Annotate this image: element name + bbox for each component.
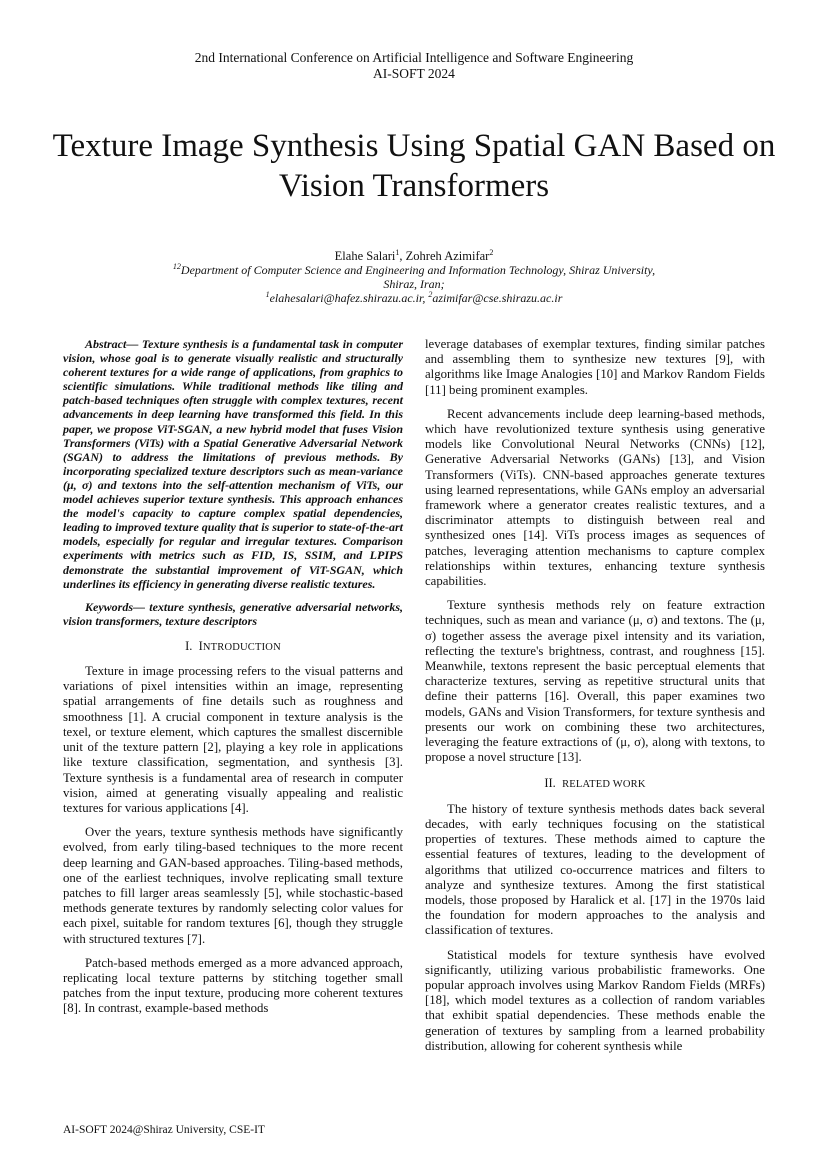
affiliation-line — [0, 263, 828, 277]
author-name: Zohreh Azimifar — [405, 249, 490, 263]
author-email: azimifar@cse.shirazu.ac.ir — [432, 291, 563, 305]
author-email: elahesalari@hafez.shirazu.ac.ir — [269, 291, 423, 305]
author-emails — [0, 291, 828, 305]
section-numeral: II. — [544, 776, 556, 791]
section-heading-initial: I — [198, 638, 203, 653]
paragraph: Statistical models for texture synthesis have evolved significantly, utilizing various probabilistic frameworks. One popular approach involves using Markov Random Fields (MRFs) [18], which model textures as a collection of random variables that exhibit spatial dependencies. These methods enable the generation of textures by sampling from a learned probability distribution, allowing for coherent synthesis while — [425, 947, 765, 1053]
section-heading-text: RELATED WORK — [562, 779, 646, 791]
section-heading-introduction — [63, 639, 403, 655]
section-numeral: I. — [185, 638, 193, 653]
paragraph: The history of texture synthesis methods dates back several decades, with early techniques focusing on the statistical properties of textures. These methods aimed to capture the essential features of textures, leading to the development of algorithms that utilized co-occurrence matrices and filters to analyze and synthesize textures. Among the first statistical models, those proposed by Haralick et al. [17] in the 1970s laid the foundation for modern approaches to the analysis and classification of textures. — [425, 801, 765, 938]
author-name: Elahe Salari — [334, 249, 396, 263]
author-superscript: 1 — [395, 247, 400, 257]
abstract: Abstract— Texture synthesis is a fundamental task in computer vision, whose goal is to generate visually realistic and structurally coherent textures for a wide range of applications, from graphics to scientific simulations. While traditional methods like tiling and patch-based techniques often struggle with complex textures, recent advancements in deep learning have transformed this field. In this paper, we propose ViT-SGAN, a new hybrid model that fuses Vision Transformers (ViTs) with a Spatial Generative Adversarial Network (SGAN) to address the limitations of previous methods. By incorporating specialized texture descriptors such as mean-variance (μ, σ) and textons into the self-attention mechanism of ViTs, our model achieves superior texture synthesis. This approach enhances the model's capacity to capture complex spatial dependencies, leading to improved texture quality that is superior to state-of-the-art models, especially for regular and irregular textures. Comparison experiments with metrics such as FID, IS, SSIM, and LPIPS demonstrate the substantial improvement of ViT-SGAN, which underlines its efficiency in generating diverse realistic textures. — [63, 337, 403, 591]
paragraph: Patch-based methods emerged as a more advanced approach, replicating local texture patterns by stitching together small patches from the input texture, producing more coherent textures [8]. In contrast, example-based methods — [63, 955, 403, 1016]
author-separator: , — [399, 249, 406, 263]
email-superscript: 2 — [428, 290, 433, 299]
page-footer: AI-SOFT 2024@Shiraz University, CSE-IT — [63, 1124, 265, 1136]
email-superscript: 1 — [265, 290, 270, 299]
paragraph-continued: leverage databases of exemplar textures, finding similar patches and assembling them to synthesize new textures [9], with algorithms like Image Analogies [10] and Markov Random Fields [11] being prominent examples. — [425, 337, 765, 397]
author-superscript: 2 — [489, 247, 494, 257]
conference-short-name: AI-SOFT 2024 — [373, 66, 455, 81]
paragraph: Texture synthesis methods rely on feature extraction techniques, such as mean and variance (μ, σ) and textons. The (μ, σ) together assess the average pixel intensity and its variation, reflecting the texture's brightness, contrast, and roughness [15]. Meanwhile, textons represent the basic perceptual elements that characterize textures, serving as repetitive structural units that define their patterns [16]. Overall, this paper examines two models, GANs and Vision Transformers, for texture synthesis and presents our work on combining these two architectures, leveraging the feature extractions of (μ, σ), along with textons, to propose a novel structure [13]. — [425, 598, 765, 765]
paragraph: Over the years, texture synthesis methods have significantly evolved, from early tiling-based techniques to the more recent deep learning and GAN-based approaches. Tiling-based methods, one of the earliest techniques, involve replicating small texture patches to fill larger areas seamlessly [5], while stochastic-based methods generate textures by randomly selecting color values for each pixel, suitable for random textures [6], though they struggle with structured textures [7]. — [63, 825, 403, 946]
affiliation-block — [0, 263, 828, 305]
affiliation-text: Department of Computer Science and Engineering and Information Technology, Shiraz University, — [180, 263, 656, 277]
paragraph: Recent advancements include deep learning-based methods, which have revolutionized texture synthesis using generative models like Convolutional Neural Networks (CNNs) [12], Generative Adversarial Networks (GANs) [13], and Vision Transformers (ViTs). CNN-based approaches generate textures using learned representations, while GANs employ an adversarial framework where a generator creates realistic textures, and a discriminator attempts to distinguish between real and synthesized ones [14]. ViTs process images as sequences of patches, leveraging attention mechanisms to capture complex relationships within textures, enhancing texture synthesis capabilities. — [425, 406, 765, 589]
conference-name: 2nd International Conference on Artificial Intelligence and Software Engineering — [194, 50, 634, 65]
email-separator: , — [422, 291, 429, 305]
section-heading-rest: NTRODUCTION — [202, 641, 281, 653]
section-heading-related-work — [425, 776, 765, 792]
affiliation-superscript: 12 — [172, 262, 181, 271]
right-column — [425, 337, 765, 1063]
affiliation-location: Shiraz, Iran; — [383, 277, 445, 291]
paper-title: Texture Image Synthesis Using Spatial GAN Based on Vision Transformers — [52, 128, 776, 204]
authors — [0, 249, 828, 263]
paragraph: Texture in image processing refers to the visual patterns and variations of pixel intensities within an image, representing spatial arrangements of fine details such as roughness and smoothness [1]. A crucial component in texture analysis is the texel, or texture element, which captures the smallest discernible unit of the texture pattern [2], playing a key role in applications like texture classification, segmentation, and synthesis [3]. Texture synthesis is a fundamental area of research in computer vision, aimed at generating visually appealing and realistic textures for various applications [4]. — [63, 664, 403, 815]
conference-header — [0, 50, 828, 82]
left-column — [63, 337, 403, 1026]
keywords: Keywords— texture synthesis, generative adversarial networks, vision transformers, texture descriptors — [63, 599, 403, 628]
